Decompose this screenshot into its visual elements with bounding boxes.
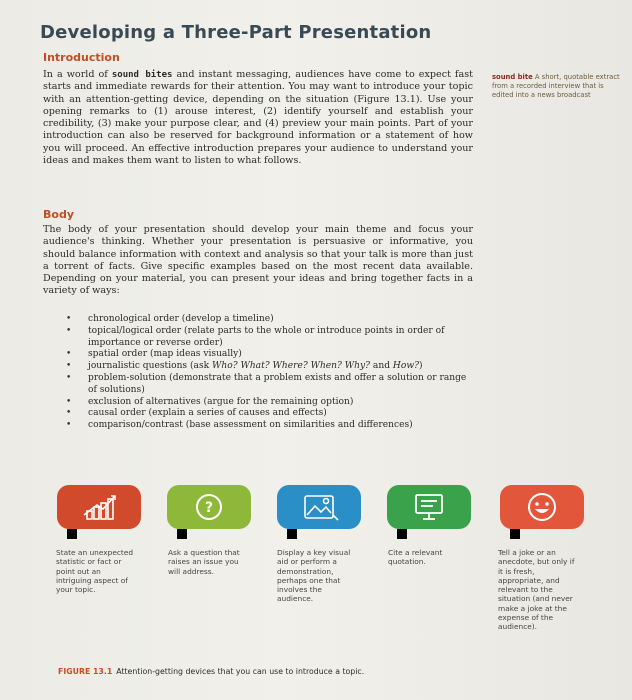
list-item: • exclusion of alternatives (argue for the remaining option)	[66, 397, 476, 409]
figure-caption	[58, 667, 364, 676]
sidenote-term: sound bite	[492, 73, 533, 81]
glossary-sidenote	[492, 73, 620, 100]
sidenote-definition: A short, quotable extract from a recorded interview that is edited into a news broadcast	[492, 73, 620, 99]
statistic-bubble	[57, 485, 141, 529]
list-item: • causal order (explain a series of causes and effects)	[66, 408, 476, 420]
image-icon	[277, 485, 361, 529]
question-mark-icon	[167, 485, 251, 529]
list-item: • topical/logical order (relate parts to the whole or introduce points in order of importance or reverse order)	[66, 326, 476, 350]
caption-joke: Tell a joke or an anecdote, but only if it is fresh, appropriate, and relevant to the situation (and never make a joke at the expense of the audience).	[498, 548, 575, 632]
list-item: • problem-solution (demonstrate that a problem exists and offer a solution or range of solutions)	[66, 373, 476, 397]
caption-question: Ask a question that raises an issue you will address.	[168, 548, 240, 576]
svg-text:?: ?	[204, 500, 214, 516]
list-item	[66, 361, 476, 373]
list-item: • spatial order (map ideas visually)	[66, 349, 476, 361]
introduction-heading: Introduction	[43, 51, 120, 64]
page-title: Developing a Three-Part Presentation	[40, 22, 432, 43]
smiley-icon	[500, 485, 584, 529]
journalistic-and: and	[370, 361, 393, 372]
caption-statistic: State an unexpected statistic or fact or point out an intriguing aspect of your topic.	[56, 548, 134, 595]
journalistic-suffix: )	[419, 361, 423, 372]
intro-text-start: In a world of	[43, 69, 112, 80]
intro-key-term: sound bites	[111, 70, 173, 80]
presentation-board-icon	[387, 485, 471, 529]
intro-text-rest: and instant messaging, audiences have come to expect fast starts and immediate rewards for their attention. You may want to introduce your topic with an attention-getting device, depending on the situation (Figure 13.1). Use your opening remarks to (1) arouse interest, (2) identify yourself and establish your credibility, (3) make your purpose clear, and (4) preview your main points. Part of your introduction can also be reserved for background information or a statement of how you will proceed. An effective introduction prepares your audience to understand your ideas and makes them want to listen to what follows.	[43, 69, 473, 167]
caption-quotation: Cite a relevant quotation.	[388, 548, 443, 567]
organization-list	[66, 314, 476, 432]
figure-number: FIGURE 13.1	[58, 667, 113, 676]
body-heading: Body	[43, 208, 74, 221]
journalistic-prefix: journalistic questions (ask	[88, 361, 213, 372]
visual-aid-bubble	[277, 485, 361, 529]
bar-chart-icon	[57, 485, 141, 529]
journalistic-questions: Who? What? Where? When? Why?	[212, 361, 371, 372]
question-bubble	[167, 485, 251, 529]
list-item: • comparison/contrast (base assessment on similarities and differences)	[66, 420, 476, 432]
figure-caption-text: Attention-getting devices that you can use to introduce a topic.	[116, 667, 365, 676]
quotation-bubble	[387, 485, 471, 529]
caption-visual-aid: Display a key visual aid or perform a demonstration, perhaps one that involves the audience.	[277, 548, 351, 604]
journalistic-how: How?	[392, 361, 419, 372]
list-item: • chronological order (develop a timeline)	[66, 314, 476, 326]
body-paragraph: The body of your presentation should develop your main theme and focus your audience's thinking. Whether your presentation is persuasive or informative, you should balance information with context and analysis so that your talk is more than just a torrent of facts. Give specific examples based on the most recent data available. Depending on your material, you can present your ideas and bring together facts in a variety of ways:	[43, 224, 473, 297]
introduction-paragraph	[43, 69, 473, 167]
joke-bubble	[500, 485, 584, 529]
